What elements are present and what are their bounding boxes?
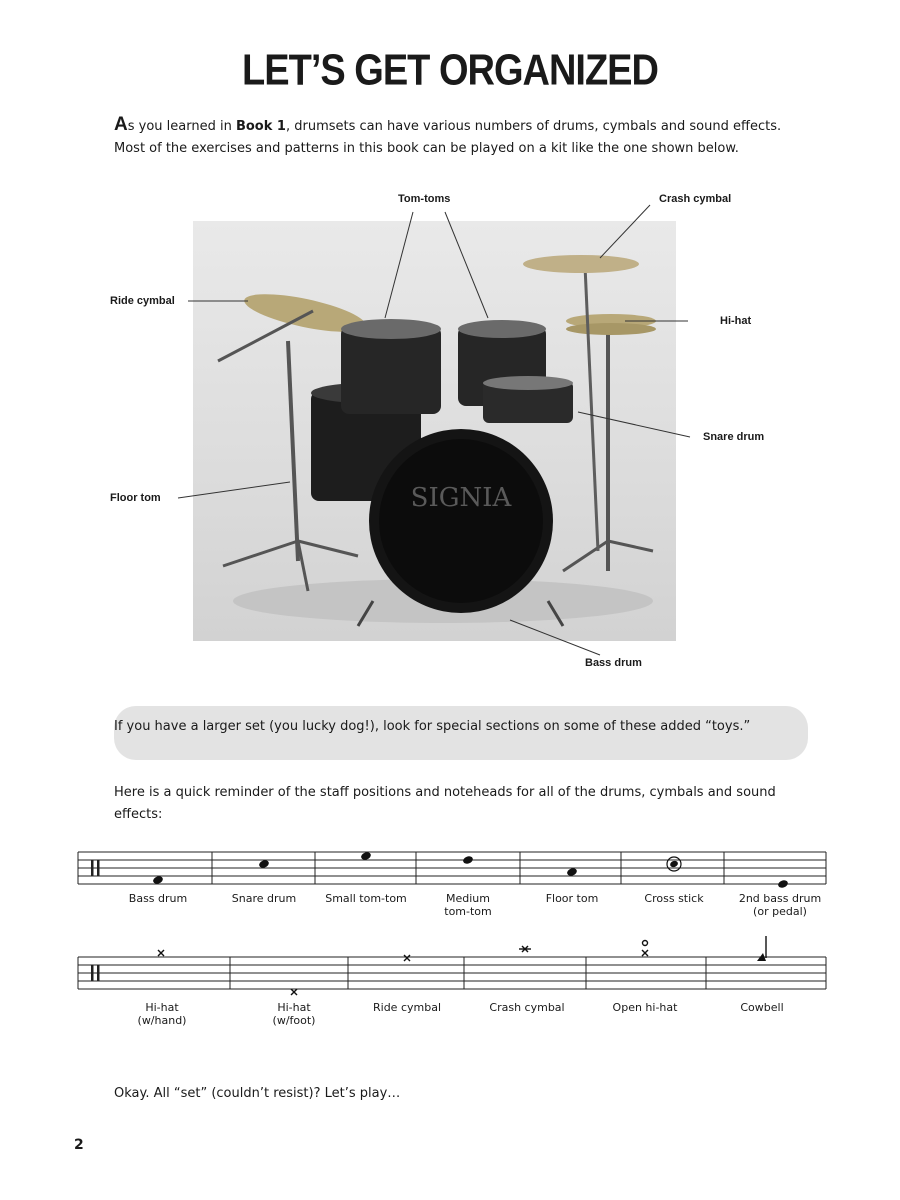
note-hi-hat-hand (158, 950, 164, 956)
label-snare-drum: Snare drum (703, 431, 765, 443)
note-small-tom-tom (360, 851, 372, 861)
staff-one-notes (152, 851, 789, 889)
staff1-label-2nd-bass-drum: 2nd bass drum (or pedal) (738, 892, 822, 918)
label-ride-cymbal: Ride cymbal (110, 295, 175, 307)
label-bass-drum: Bass drum (585, 657, 642, 669)
reminder-paragraph: Here is a quick reminder of the staff positions and noteheads for all of the drums, cymbals and sound effects: (114, 785, 776, 822)
intro-text-end: , drumsets can have various numbers of drums, cymbals and sound effects. Most of the exercises and patterns in this book can be played on a kit like the one shown below. (114, 119, 782, 156)
staff2-label-ride-cymbal: Ride cymbal (373, 1001, 441, 1014)
brand-logo: SIGNIA (410, 483, 512, 513)
closing-line: Okay. All “set” (couldn’t resist)? Let’s play… (114, 1086, 401, 1101)
label-floor-tom: Floor tom (110, 492, 161, 504)
staff-two (78, 957, 826, 989)
note-floor-tom (566, 867, 578, 877)
staff1-label-snare-drum: Snare drum (231, 892, 297, 905)
staff1-label-cross-stick: Cross stick (644, 892, 704, 905)
note-snare-drum (258, 859, 270, 869)
staff2-label-hi-hat-hand: Hi-hat (w/hand) (137, 1001, 187, 1027)
note-medium-tom-tom (462, 855, 474, 865)
intro-text-start: s you learned in (127, 119, 236, 134)
staff1-label-medium-tom-tom: Medium tom-tom (444, 892, 492, 918)
staff1-label-small-tom-tom: Small tom-tom (325, 892, 407, 905)
drop-cap: A (114, 114, 128, 135)
page-number: 2 (74, 1137, 84, 1153)
callout-text: If you have a larger set (you lucky dog!), look for special sections on some of these added “toys.” (114, 719, 751, 734)
note-hi-hat-foot (291, 989, 297, 995)
note-bass-drum (152, 875, 164, 885)
page-title: LET’S GET ORGANIZED (242, 46, 658, 96)
note-2nd-bass-drum (777, 879, 789, 889)
label-hi-hat: Hi-hat (720, 315, 752, 327)
intro-book-ref: Book 1 (235, 119, 286, 134)
staff2-label-crash-cymbal: Crash cymbal (489, 1001, 565, 1014)
staff2-label-hi-hat-foot: Hi-hat (w/foot) (272, 1001, 316, 1027)
note-cross-stick (667, 857, 681, 871)
staff1-label-floor-tom: Floor tom (545, 892, 599, 905)
staff2-label-cowbell: Cowbell (740, 1001, 784, 1014)
note-open-hi-hat (642, 941, 648, 957)
label-crash-cymbal: Crash cymbal (659, 193, 732, 205)
staff-one (78, 852, 826, 884)
label-tom-toms: Tom-toms (398, 193, 451, 205)
note-crash-cymbal (519, 946, 531, 952)
staff2-label-open-hi-hat: Open hi-hat (612, 1001, 678, 1014)
staff1-label-bass-drum: Bass drum (128, 892, 188, 905)
note-ride-cymbal (404, 955, 410, 961)
